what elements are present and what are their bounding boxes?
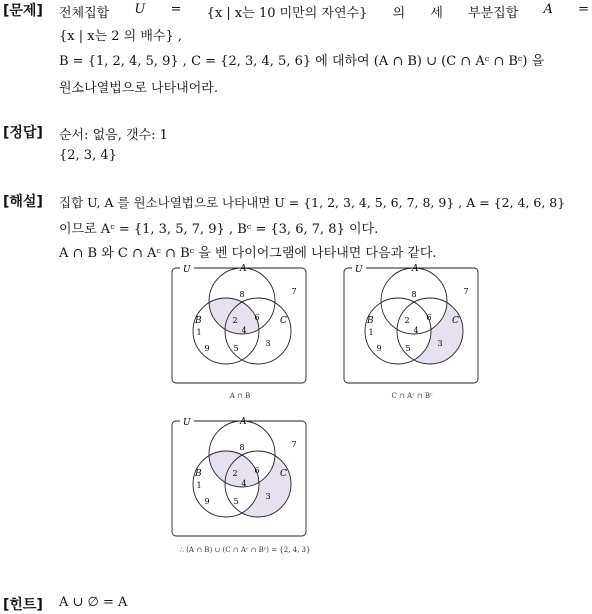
venn-number: 5 xyxy=(233,497,239,506)
hint-label: [힌트] xyxy=(3,597,43,613)
problem-label: [문제] xyxy=(3,3,43,19)
venn-number: 7 xyxy=(291,440,297,449)
venn-number: 8 xyxy=(411,290,417,299)
venn-diagram-a-intersect-b xyxy=(170,263,310,391)
venn-number: 1 xyxy=(196,328,202,337)
problem-text: U xyxy=(134,2,146,17)
venn-number: 9 xyxy=(204,497,210,506)
venn-number: 4 xyxy=(241,479,247,488)
venn-number: 2 xyxy=(404,316,410,325)
venn-number: 6 xyxy=(254,466,260,475)
venn-number: 7 xyxy=(291,287,297,296)
problem-line-4: 원소나열법으로 나타내어라. xyxy=(59,81,218,96)
venn-number: 2 xyxy=(232,316,238,325)
venn-number: 4 xyxy=(413,326,419,335)
venn-number: 6 xyxy=(426,313,432,322)
set-label-b: B xyxy=(195,469,202,479)
solution-line-2: 이므로 Aᶜ = {1, 3, 5, 7, 9} , Bᶜ = {3, 6, 7, 8} 이다. xyxy=(59,222,379,237)
venn-svg xyxy=(170,416,310,540)
venn-number: 5 xyxy=(405,344,411,353)
problem-text: 의 xyxy=(392,6,406,21)
venn-caption-1: A ∩ B xyxy=(229,392,251,400)
problem-text: 부분집합 xyxy=(468,6,519,21)
venn-svg xyxy=(342,263,482,387)
answer-line-1: 순서: 없음, 갯수: 1 xyxy=(59,128,168,143)
venn-number: 9 xyxy=(376,344,382,353)
set-label-b: B xyxy=(367,316,374,326)
venn-number: 2 xyxy=(232,469,238,478)
solution-label: [해설] xyxy=(3,194,43,210)
answer-label: [정답] xyxy=(3,125,43,141)
problem-line-2: {x | x는 2 의 배수} , xyxy=(59,29,183,44)
problem-line-3: B = {1, 2, 4, 5, 9} , C = {2, 3, 4, 5, 6} 에 대하여 (A ∩ B) ∪ (C ∩ Aᶜ ∩ Bᶜ) 을 xyxy=(59,54,545,69)
problem-line-1 xyxy=(59,2,589,21)
set-label-a: A xyxy=(240,264,247,274)
set-label-a: A xyxy=(240,417,247,427)
venn-diagram-c-only xyxy=(342,263,482,391)
problem-text: A xyxy=(543,2,553,17)
venn-number: 9 xyxy=(204,344,210,353)
set-label-a: A xyxy=(412,264,419,274)
venn-svg xyxy=(170,263,310,387)
venn-number: 3 xyxy=(265,492,271,501)
venn-number: 7 xyxy=(463,287,469,296)
hint-line-1: A ∪ ∅ = A xyxy=(59,595,128,610)
venn-number: 1 xyxy=(196,481,202,490)
problem-text: 세 xyxy=(430,6,443,21)
problem-text: = xyxy=(578,2,589,17)
universe-label: U xyxy=(183,265,191,275)
problem-text: = xyxy=(170,2,182,17)
venn-caption-2: C ∩ Aᶜ ∩ Bᶜ xyxy=(391,392,433,400)
problem-text: {x | x는 10 미만의 자연수} xyxy=(206,6,368,21)
venn-number: 8 xyxy=(239,290,245,299)
universe-label: U xyxy=(355,265,363,275)
set-label-c: C xyxy=(280,316,287,326)
venn-caption-3: ∴ (A ∩ B) ∪ (C ∩ Aᶜ ∩ Bᶜ) = {2, 4, 3} xyxy=(179,546,311,554)
solution-line-3: A ∩ B 와 C ∩ Aᶜ ∩ Bᶜ 을 벤 다이어그램에 나타내면 다음과 같다. xyxy=(59,246,437,261)
solution-line-1: 집합 U, A 를 원소나열법으로 나타내면 U = {1, 2, 3, 4, 5, 6, 7, 8, 9} , A = {2, 4, 6, 8} xyxy=(59,195,566,210)
problem-text: 전체집합 xyxy=(59,6,110,21)
venn-number: 5 xyxy=(233,344,239,353)
set-label-c: C xyxy=(452,316,459,326)
venn-number: 1 xyxy=(368,328,374,337)
venn-number: 8 xyxy=(239,443,245,452)
universe-label: U xyxy=(183,418,191,428)
set-label-b: B xyxy=(195,316,202,326)
venn-number: 3 xyxy=(265,339,271,348)
set-label-c: C xyxy=(280,469,287,479)
venn-number: 4 xyxy=(241,326,247,335)
answer-line-2: {2, 3, 4} xyxy=(59,148,117,163)
venn-diagram-union xyxy=(170,416,310,544)
venn-number: 3 xyxy=(437,339,443,348)
venn-number: 6 xyxy=(254,313,260,322)
